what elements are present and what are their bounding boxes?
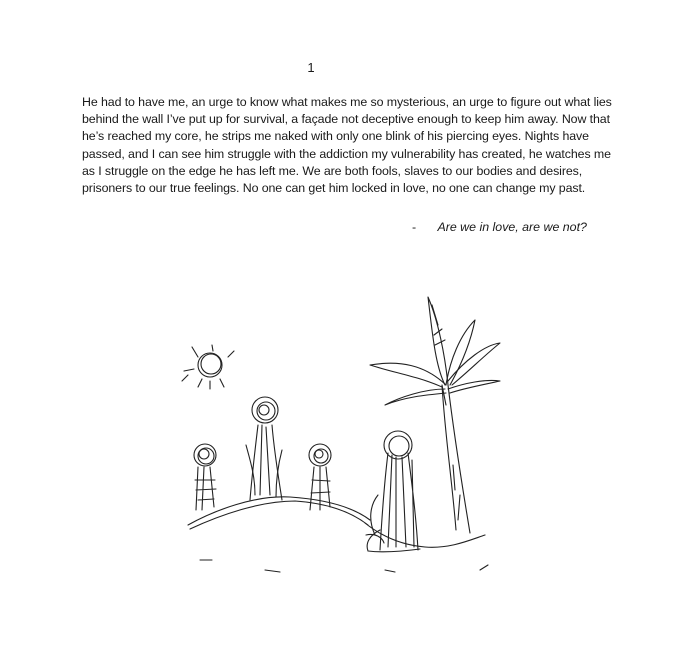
sun-icon xyxy=(182,345,234,389)
palm-tree-icon xyxy=(370,297,500,533)
body-paragraph: He had to have me, an urge to know what makes me so mysterious, an urge to figure out what lies behind the wall I’ve put up for survival, a façade not deceptive enough to keep him away. Now that he’s reached my core, he strips me naked with only one blink of his piercing eyes. Nights have passed, and I can see him struggle with the addiction my vulnerability has created, he watches me as I struggle on the edge he has left me. We are both fools, slaves to our bodies and desires, prisoners to our true feelings. No one can get him locked in love, no one can change my past. xyxy=(82,95,612,196)
epigraph xyxy=(412,220,587,234)
page-number: 1 xyxy=(307,60,315,75)
figure-center-icon xyxy=(246,397,282,500)
epigraph-dash: - xyxy=(412,220,417,234)
sketch-illustration xyxy=(170,285,510,605)
hill-icon xyxy=(188,497,488,572)
figure-left-icon xyxy=(194,444,216,510)
epigraph-quote: Are we in love, are we not? xyxy=(437,220,587,234)
figure-right-icon xyxy=(309,444,331,510)
figure-long-hair-icon xyxy=(366,431,420,552)
